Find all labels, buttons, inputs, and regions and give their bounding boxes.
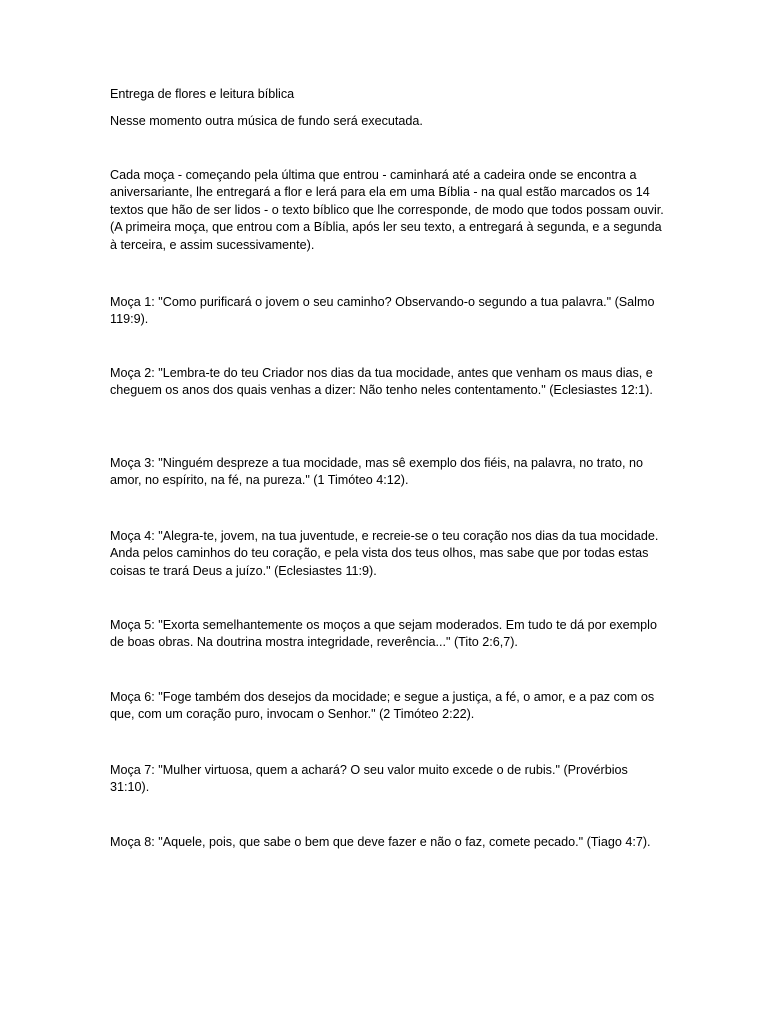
instructions-paragraph: Cada moça - começando pela última que entrou - caminhará até a cadeira onde se encontra a aniversariante, lhe entregará a flor e lerá para ela em uma Bíblia - na qual estão marcados os 14 textos que hão de ser lidos - o texto bíblico que lhe corresponde, de modo que todos possam ouvir. (A primeira moça, que entrou com a Bíblia, após ler seu texto, a entregará à segunda, e a segunda à terceira, e assim sucessivamente). <box>110 168 664 252</box>
intro-paragraph: Nesse momento outra música de fundo será executada. <box>110 114 423 128</box>
reading-6: Moça 6: "Foge também dos desejos da mocidade; e segue a justiça, a fé, o amor, e a paz com os que, com um coração puro, invocam o Senhor." (2 Timóteo 2:22). <box>110 690 655 722</box>
reading-3: Moça 3: "Ninguém despreze a tua mocidade, mas sê exemplo dos fiéis, na palavra, no trato, no amor, no espírito, na fé, na pureza." (1 Timóteo 4:12). <box>110 456 643 488</box>
reading-4: Moça 4: "Alegra-te, jovem, na tua juventude, e recreie-se o teu coração nos dias da tua mocidade. Anda pelos caminhos do teu coração, e pela vista dos teus olhos, mas sabe que por todas estas coisas te trará Deus a juízo." (Eclesiastes 11:9). <box>110 529 659 578</box>
reading-2: Moça 2: "Lembra-te do teu Criador nos dias da tua mocidade, antes que venham os maus dias, e cheguem os anos dos quais venhas a dizer: Não tenho neles contentamento." (Eclesiastes 12:1). <box>110 366 653 398</box>
reading-7: Moça 7: "Mulher virtuosa, quem a achará? O seu valor muito excede o de rubis." (Provérbios 31:10). <box>110 763 628 795</box>
reading-5: Moça 5: "Exorta semelhantemente os moços a que sejam moderados. Em tudo te dá por exemplo de boas obras. Na doutrina mostra integridade, reverência..." (Tito 2:6,7). <box>110 618 657 650</box>
document-title: Entrega de flores e leitura bíblica <box>110 87 295 101</box>
reading-1: Moça 1: "Como purificará o jovem o seu caminho? Observando-o segundo a tua palavra." (Salmo 119:9). <box>110 295 655 327</box>
reading-8: Moça 8: "Aquele, pois, que sabe o bem que deve fazer e não o faz, comete pecado." (Tiago 4:7). <box>110 835 651 849</box>
